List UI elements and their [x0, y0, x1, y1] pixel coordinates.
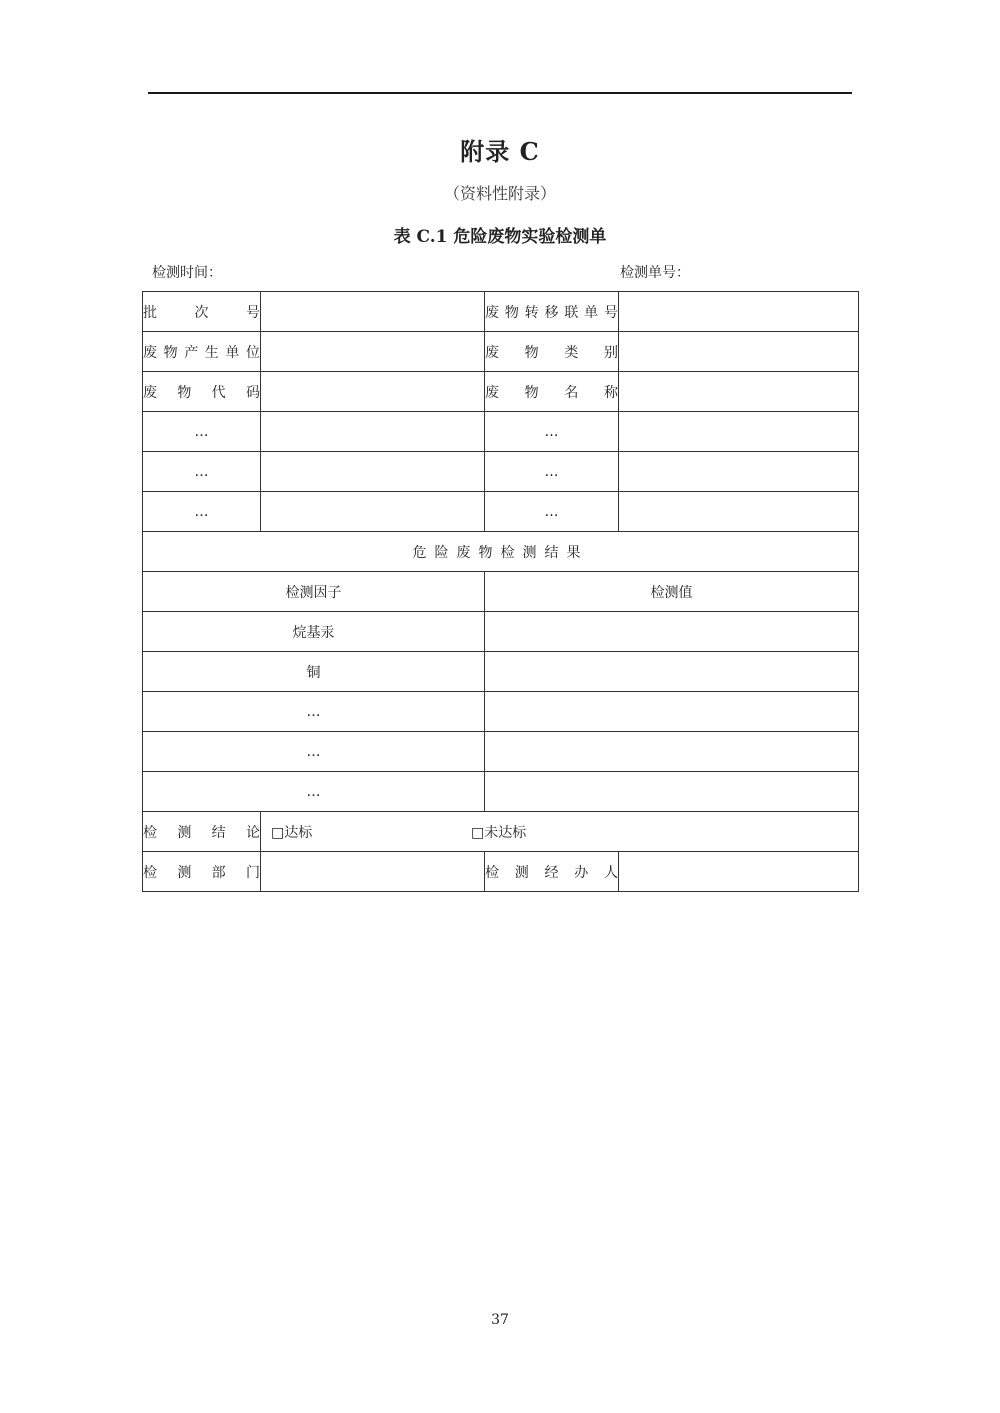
- conclusion-options: [261, 812, 859, 852]
- label-char: 联: [564, 304, 579, 321]
- test-time-label: 检测时间：: [152, 265, 222, 281]
- factor-cell: …: [143, 772, 485, 812]
- label-char: 测: [177, 824, 192, 841]
- table-row: [143, 332, 859, 372]
- label-char: 物: [524, 344, 539, 361]
- label-char: 物: [177, 384, 192, 401]
- department-label: [143, 852, 261, 892]
- label-char: 检: [143, 824, 157, 841]
- factor-cell: 铜: [143, 652, 485, 692]
- label-char: 经: [544, 864, 559, 881]
- input-cell[interactable]: [261, 452, 485, 492]
- label-char: 废: [485, 344, 499, 361]
- table-row: [143, 772, 859, 812]
- table-row: [143, 292, 859, 332]
- input-cell[interactable]: [261, 412, 485, 452]
- label-char: 转: [524, 304, 539, 321]
- table-row: [143, 452, 859, 492]
- table-title: 表 C.1 危险废物实验检测单: [393, 227, 607, 247]
- table-row: [143, 732, 859, 772]
- label-char: 码: [245, 384, 260, 401]
- label-char: 单: [225, 344, 240, 361]
- input-cell[interactable]: [261, 332, 485, 372]
- table-row: [143, 612, 859, 652]
- label-char: 批: [143, 304, 157, 321]
- row-label: …: [143, 452, 261, 492]
- label-char: 物: [504, 304, 519, 321]
- label-char: 门: [245, 864, 260, 881]
- input-cell[interactable]: [261, 292, 485, 332]
- input-cell[interactable]: [619, 412, 859, 452]
- row-label: …: [143, 412, 261, 452]
- label-char: 测: [177, 864, 192, 881]
- test-number-label: 检测单号：: [620, 265, 690, 281]
- label-char: 废: [485, 304, 499, 321]
- table-row: [143, 532, 859, 572]
- appendix-subtitle: （资料性附录）: [443, 184, 556, 203]
- value-cell[interactable]: [485, 772, 859, 812]
- input-cell[interactable]: [619, 452, 859, 492]
- conclusion-label: [143, 812, 261, 852]
- label-char: 测: [514, 864, 529, 881]
- table-row: [143, 372, 859, 412]
- table-row: [143, 652, 859, 692]
- value-column-header: 检测值: [485, 572, 859, 612]
- handler-label: [485, 852, 619, 892]
- table-row: [143, 572, 859, 612]
- hazardous-waste-test-form: [142, 291, 859, 892]
- row-label: [143, 372, 261, 412]
- label-char: 废: [485, 384, 499, 401]
- label-char: 物: [524, 384, 539, 401]
- label-char: 单: [584, 304, 599, 321]
- input-cell[interactable]: [619, 372, 859, 412]
- factor-cell: …: [143, 692, 485, 732]
- row-label: …: [485, 412, 619, 452]
- label-char: 类: [564, 344, 579, 361]
- label-char: 人: [604, 864, 618, 881]
- row-label: …: [143, 492, 261, 532]
- table-row: [143, 492, 859, 532]
- label-char: 移: [544, 304, 559, 321]
- table-row: [143, 412, 859, 452]
- input-cell[interactable]: [261, 852, 485, 892]
- row-label: [485, 372, 619, 412]
- label-char: 代: [211, 384, 226, 401]
- row-label: [485, 292, 619, 332]
- results-section-header: 危险废物检测结果: [143, 532, 859, 572]
- label-char: 名: [564, 384, 579, 401]
- factor-cell: …: [143, 732, 485, 772]
- label-char: 检: [485, 864, 499, 881]
- row-label: …: [485, 492, 619, 532]
- table-row: [143, 852, 859, 892]
- label-char: 检: [143, 864, 157, 881]
- top-rule: [148, 92, 852, 94]
- input-cell[interactable]: [619, 292, 859, 332]
- page-number: 37: [491, 1312, 509, 1328]
- input-cell[interactable]: [261, 372, 485, 412]
- label-char: 物: [163, 344, 178, 361]
- appendix-title: 附录 C: [460, 137, 540, 166]
- input-cell[interactable]: [619, 492, 859, 532]
- input-cell[interactable]: [619, 852, 859, 892]
- label-char: 号: [246, 304, 260, 321]
- label-char: 结: [211, 824, 226, 841]
- table-row: [143, 812, 859, 852]
- fail-checkbox[interactable]: □未达标: [471, 824, 527, 841]
- factor-column-header: 检测因子: [143, 572, 485, 612]
- label-char: 生: [204, 344, 219, 361]
- label-char: 部: [211, 864, 226, 881]
- input-cell[interactable]: [619, 332, 859, 372]
- label-char: 论: [245, 824, 260, 841]
- row-label: …: [485, 452, 619, 492]
- label-char: 称: [603, 384, 618, 401]
- row-label: [143, 332, 261, 372]
- label-char: 别: [603, 344, 618, 361]
- label-char: 废: [143, 384, 157, 401]
- table-row: [143, 692, 859, 732]
- value-cell[interactable]: [485, 652, 859, 692]
- label-char: 办: [574, 864, 589, 881]
- value-cell[interactable]: [485, 612, 859, 652]
- label-char: 次: [194, 304, 209, 321]
- row-label: [485, 332, 619, 372]
- label-char: 废: [143, 344, 157, 361]
- pass-checkbox[interactable]: □达标: [271, 824, 313, 841]
- row-label: [143, 292, 261, 332]
- factor-cell: 烷基汞: [143, 612, 485, 652]
- label-char: 号: [603, 304, 618, 321]
- label-char: 产: [184, 344, 199, 361]
- value-cell[interactable]: [485, 692, 859, 732]
- label-char: 位: [245, 344, 260, 361]
- value-cell[interactable]: [485, 732, 859, 772]
- input-cell[interactable]: [261, 492, 485, 532]
